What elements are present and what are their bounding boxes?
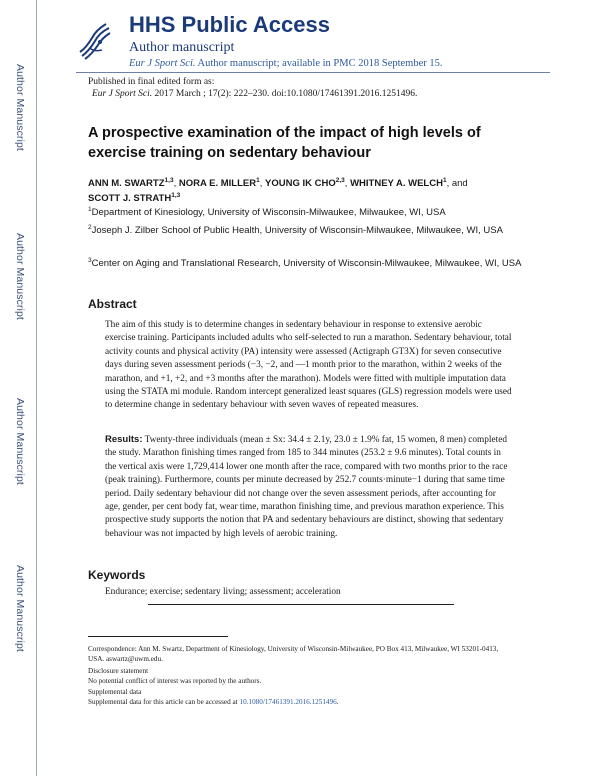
- header-title: HHS Public Access: [129, 12, 330, 37]
- pubinfo-line2: [88, 88, 417, 100]
- author-affil-sup: 1,3: [171, 191, 181, 199]
- affiliation-text: Joseph J. Zilber School of Public Health, University of Wisconsin-Milwaukee, Milwaukee, WI, USA: [91, 225, 503, 236]
- affiliation-number: 2: [88, 223, 92, 231]
- sidebar-label: Author Manuscript: [14, 398, 26, 485]
- abstract-paragraph: The aim of this study is to determine changes in sedentary behaviour in response to extensive aerobic exercise training. Participants included adults who self-selected to run a marathon. Sedentary behaviour, total activity counts and physical activity (PA) intensity were assessed (Actigraph GT3X) for seven consecutive days during seven assessment periods (−3, −2, and —1 month prior to the marathon, within 2 weeks of the marathon, and +1, +2, and +3 months after the marathon). Models were fitted with multiple imputation data using the STATA mi module. Random intercept generalized least squares (GLS) regression models were used to determine change in sedentary behaviour with seven waves of repeated measures.: [105, 320, 512, 411]
- author-separator: ,: [344, 178, 351, 189]
- abstract-heading: Abstract: [88, 297, 137, 311]
- affiliation-number: 3: [88, 256, 92, 264]
- results-lead: Results:: [105, 434, 143, 445]
- header-subtitle: Author manuscript: [129, 40, 235, 55]
- header-journal-line: [129, 58, 443, 69]
- author-name: SCOTT J. STRATH: [88, 193, 172, 204]
- sidebar-label: Author Manuscript: [14, 64, 26, 151]
- publication-info: [88, 76, 417, 100]
- supplemental-intro: Supplemental data for this article can be accessed at: [88, 698, 240, 706]
- disclosure-text: No potential conflict of interest was reported by the authors.: [88, 677, 262, 685]
- journal-name: Eur J Sport Sci.: [129, 58, 196, 69]
- hhs-header: [76, 14, 576, 70]
- pubinfo-journal: Eur J Sport Sci.: [92, 89, 153, 99]
- author-separator: ,: [173, 178, 179, 189]
- article-title: A prospective examination of the impact of high levels of exercise training on sedentary behaviour: [88, 125, 481, 161]
- author-affil-sup: 2,3: [335, 176, 345, 184]
- header-divider: [76, 72, 550, 73]
- author-separator: ,: [259, 178, 265, 189]
- author-affil-sup: 1: [256, 176, 260, 184]
- footnote-divider: [88, 636, 228, 637]
- availability-text: Author manuscript; available in PMC 2018 September 15.: [195, 58, 443, 69]
- sidebar-label: Author Manuscript: [14, 233, 26, 320]
- supplemental-heading: Supplemental data: [88, 688, 142, 696]
- affiliation-number: 1: [88, 205, 92, 213]
- disclosure-heading: Disclosure statement: [88, 667, 149, 675]
- supplemental-text: [88, 698, 508, 708]
- author-name: ANN M. SWARTZ: [88, 178, 165, 189]
- affiliation: [88, 206, 528, 220]
- keywords-divider: [148, 604, 454, 605]
- author-affil-sup: 1,3: [164, 176, 174, 184]
- sidebar-label: Author Manuscript: [14, 565, 26, 652]
- affiliation-text: Department of Kinesiology, University of Wisconsin-Milwaukee, Milwaukee, WI, USA: [91, 207, 446, 218]
- keywords-list: Endurance; exercise; sedentary living; assessment; acceleration: [105, 587, 341, 597]
- doi-link[interactable]: 10.1080/17461391.2016.1251496: [239, 698, 337, 706]
- hhs-eagle-logo-icon: [76, 18, 112, 62]
- author-name: WHITNEY A. WELCH: [350, 178, 443, 189]
- results-paragraph: [105, 433, 513, 541]
- author-name: YOUNG IK CHO: [265, 178, 336, 189]
- author-manuscript-sidebar: [0, 0, 37, 776]
- affiliation: [88, 224, 528, 238]
- affiliation: [88, 257, 528, 271]
- pubinfo-line1: Published in final edited form as:: [88, 77, 215, 87]
- keywords-heading: Keywords: [88, 568, 146, 582]
- supplemental-end: .: [336, 698, 339, 706]
- author-list: [88, 176, 528, 206]
- affiliation-text: Center on Aging and Translational Research, University of Wisconsin-Milwaukee, Milwaukee, WI, USA: [91, 258, 522, 269]
- author-affil-sup: 1: [442, 176, 447, 184]
- pubinfo-citation: 2017 March ; 17(2): 222–230. doi:10.1080/17461391.2016.1251496.: [152, 89, 418, 99]
- results-text: Twenty-three individuals (mean ± Sx: 34.4 ± 2.1y, 23.0 ± 1.9% fat, 15 women, 8 men) completed the study. Marathon finishing times ranged from 185 to 344 minutes (253.2 ± 9.6 minutes). Total counts in the vertical axis were 1,729,414 lower one month after the race, compared with two months prior to the race (peak training). Furthermore, counts per minute decreased by 252.7 counts·minute−1 during that same time period. Daily sedentary behaviour did not change over the seven assessment periods, after accounting for age, gender, per cent body fat, wear time, marathon finishing time, and previous marathon experience. This prospective study supports the notion that PA and sedentary behaviours are distinct, showing that sedentary behaviour was not impacted by high levels of aerobic training.: [105, 435, 508, 539]
- correspondence-note: Correspondence: Ann M. Swartz, Department of Kinesiology, University of Wisconsin-Milwaukee, PO Box 413, Milwaukee, WI 53201-0413, USA. aswartz@uwm.edu.: [88, 645, 499, 663]
- author-and: , and: [446, 178, 468, 189]
- author-name: NORA E. MILLER: [178, 178, 257, 189]
